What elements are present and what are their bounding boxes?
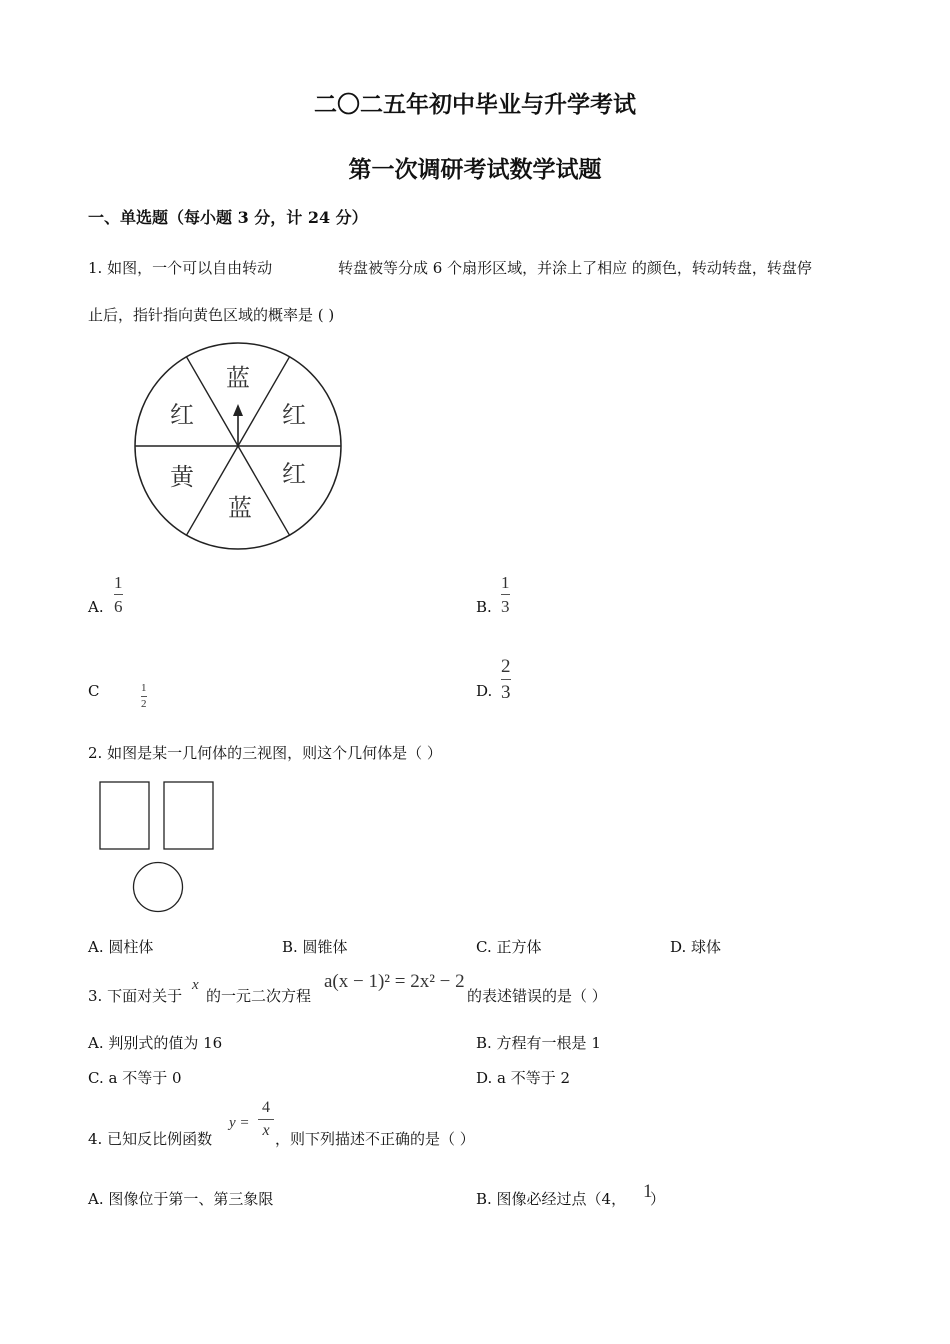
q3-text-part2: 的一元二次方程 bbox=[206, 987, 312, 1005]
three-view-figure bbox=[98, 780, 218, 916]
q1-option-a-label: A. bbox=[88, 598, 104, 616]
q1-text-part1: 1. 如图，一个可以自由转动 bbox=[88, 259, 273, 277]
exam-subtitle: 第一次调研考试数学试题 bbox=[348, 156, 602, 183]
exam-title: 二〇二五年初中毕业与升学考试 bbox=[314, 91, 636, 118]
q3-option-b: B. 方程有一根是 1 bbox=[476, 1034, 601, 1052]
q3-option-a: A. 判别式的值为 16 bbox=[88, 1034, 223, 1052]
wheel-label: 红 bbox=[170, 401, 194, 429]
q1-option-d-fraction bbox=[501, 657, 511, 702]
section-heading: 一、单选题（每小题 3 分，计 24 分） bbox=[88, 208, 368, 227]
q2-option-a: A. 圆柱体 bbox=[88, 938, 154, 956]
fraction-numerator: 1 bbox=[141, 682, 147, 694]
fraction-denominator: 6 bbox=[114, 597, 123, 616]
wheel-label: 蓝 bbox=[228, 494, 252, 522]
fraction-numerator: 1 bbox=[501, 573, 510, 592]
q2-text: 2. 如图是某一几何体的三视图，则这个几何体是（ ） bbox=[88, 744, 442, 762]
fraction-denominator: 3 bbox=[501, 682, 511, 703]
q1-option-a-fraction bbox=[114, 574, 123, 615]
q1-option-b-fraction bbox=[501, 574, 510, 615]
fraction-denominator: x bbox=[262, 1122, 270, 1139]
q4-option-b-value: 1 bbox=[643, 1181, 653, 1202]
q1-option-d-label: D. bbox=[476, 682, 493, 700]
wheel-label: 红 bbox=[282, 460, 306, 488]
q4-text-part1: 4. 已知反比例函数 bbox=[88, 1130, 213, 1148]
fraction-denominator: 2 bbox=[141, 698, 147, 710]
pointer-arrow-icon bbox=[233, 404, 243, 416]
q2-option-b: B. 圆锥体 bbox=[282, 938, 348, 956]
q4-function-lhs: y = bbox=[229, 1115, 250, 1131]
q3-text-part1: 3. 下面对关于 bbox=[88, 987, 183, 1005]
q3-equation: a(x − 1)² = 2x² − 2 bbox=[324, 971, 465, 992]
fraction-numerator: 1 bbox=[114, 573, 123, 592]
q1-text-part2: 转盘被等分成 6 个扇形区域，并涂上了相应 的颜色，转动转盘，转盘停 bbox=[338, 259, 812, 277]
wheel-label: 黄 bbox=[170, 463, 194, 491]
q3-option-d: D. a 不等于 2 bbox=[476, 1069, 571, 1087]
q4-text-part2: ，则下列描述不正确的是（ ） bbox=[275, 1130, 475, 1148]
q1-text-line2: 止后，指针指向黄色区域的概率是 ( ) bbox=[88, 306, 335, 324]
q3-text-part3: 的表述错误的是（ ） bbox=[467, 987, 607, 1005]
side-view-rect bbox=[164, 782, 213, 849]
q4-option-b: B. 图像必经过点（4， bbox=[476, 1190, 627, 1208]
fraction-denominator: 3 bbox=[501, 597, 510, 616]
wheel-label: 蓝 bbox=[226, 364, 250, 392]
q3-variable-x: x bbox=[192, 977, 199, 993]
fraction-numerator: 4 bbox=[262, 1099, 270, 1116]
q4-option-b-close: ） bbox=[650, 1190, 666, 1208]
spinner-wheel-figure bbox=[130, 338, 346, 554]
top-view-circle bbox=[134, 863, 183, 912]
q3-option-c: C. a 不等于 0 bbox=[88, 1069, 182, 1087]
q1-option-c-label: C bbox=[88, 682, 100, 700]
q4-option-a: A. 图像位于第一、第三象限 bbox=[88, 1190, 274, 1208]
q4-function-fraction bbox=[258, 1100, 274, 1139]
q1-option-c-fraction bbox=[141, 683, 147, 710]
wheel-label: 红 bbox=[282, 401, 306, 429]
front-view-rect bbox=[100, 782, 149, 849]
q1-option-b-label: B. bbox=[476, 598, 492, 616]
q2-option-d: D. 球体 bbox=[670, 938, 722, 956]
fraction-numerator: 2 bbox=[501, 656, 511, 677]
q2-option-c: C. 正方体 bbox=[476, 938, 542, 956]
